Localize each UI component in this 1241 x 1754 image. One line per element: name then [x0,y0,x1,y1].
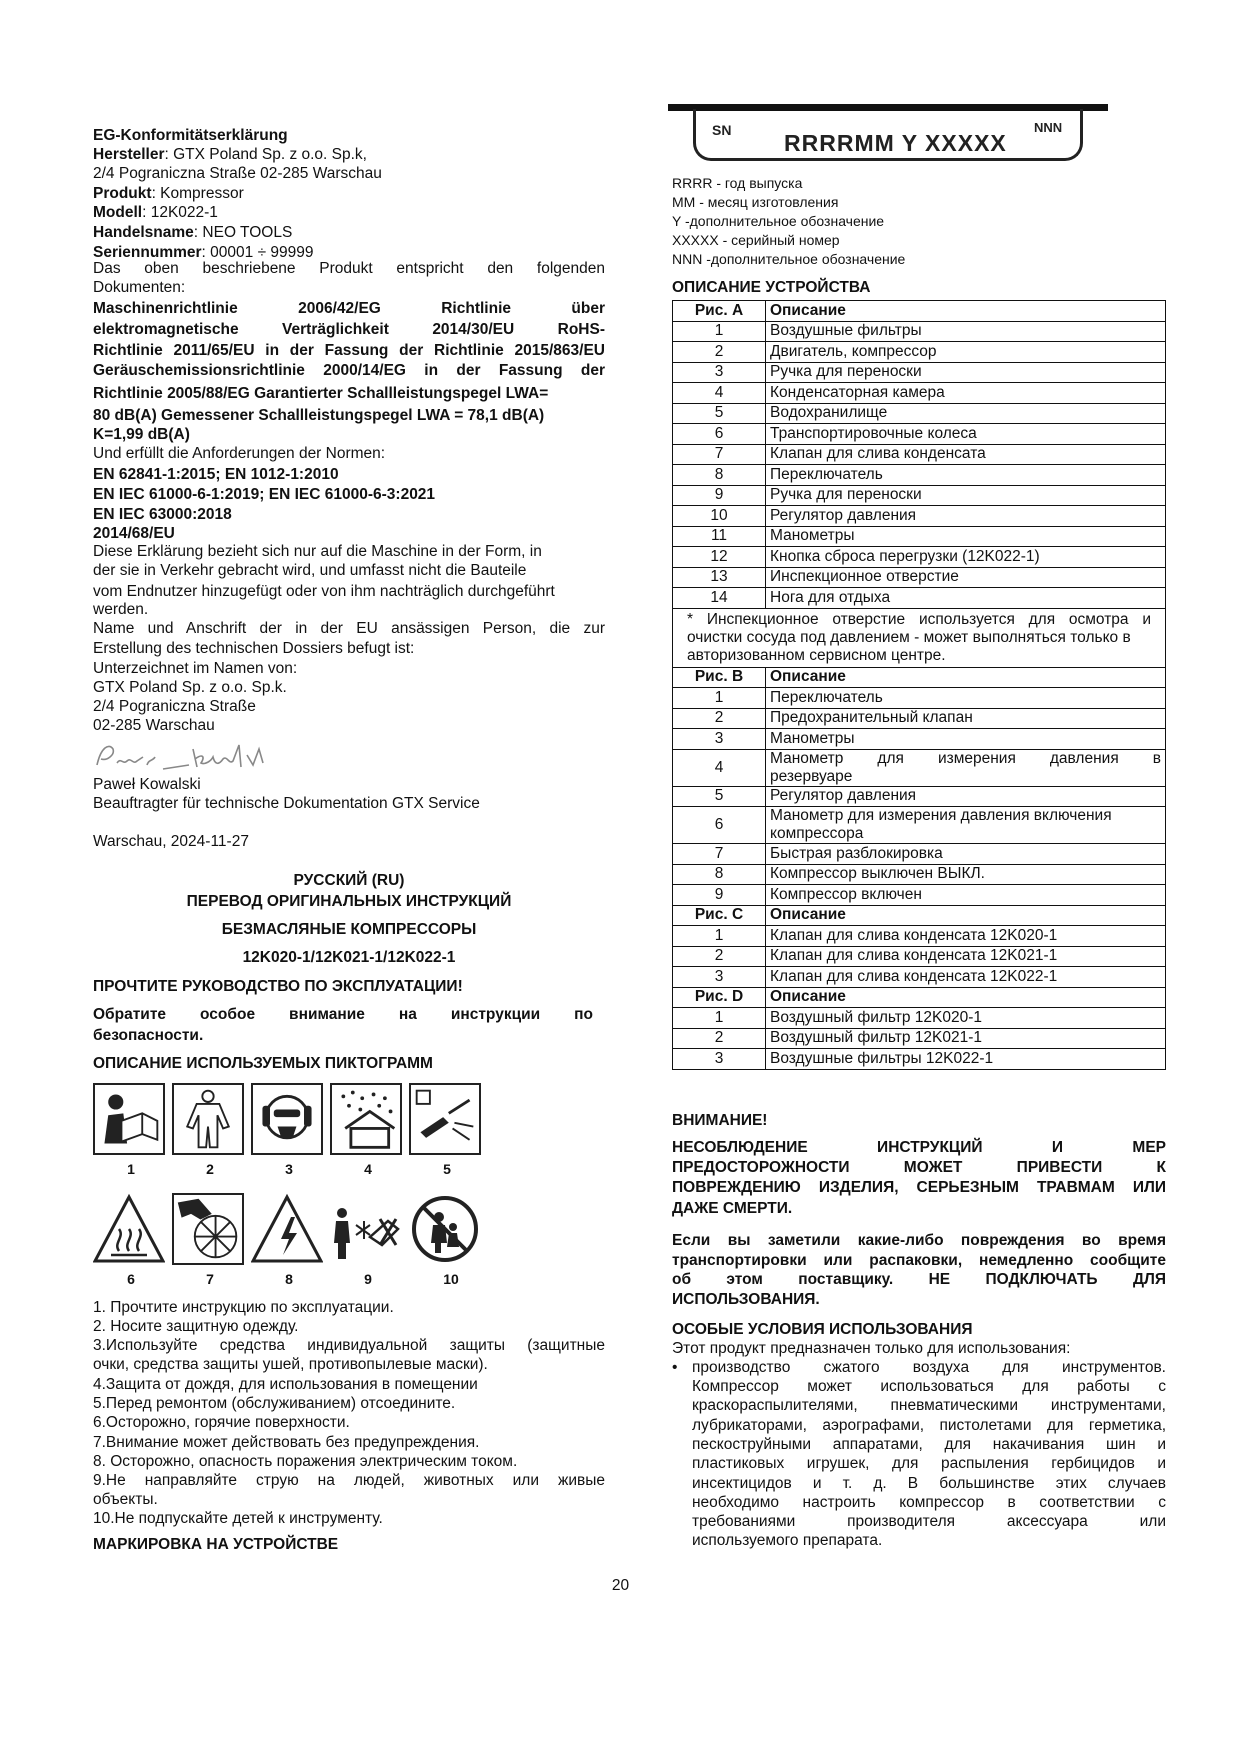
special-heading: ОСОБЫЕ УСЛОВИЯ ИСПОЛЬЗОВАНИЯ [672,1321,973,1338]
table-row: 7 Клапан для слива конденсата [673,444,1166,465]
table-row: 10 Регулятор давления [673,506,1166,527]
label-nnn: NNN [1034,120,1063,135]
legend-item: 8. Осторожно, опасность поражения электрическим током. [93,1453,518,1470]
ppe-icon [251,1083,323,1155]
read-manual-heading: ПРОЧТИТЕ РУКОВОДСТВО ПО ЭКСПЛУАТАЦИИ! [93,978,463,995]
code-legend: Y -дополнительное обозначение [672,213,885,229]
list-item: лубрикаторами, аэрографами, пистолетами для герметика, [692,1417,1166,1434]
person-line: Name und Anschrift der in der EU ansässigen Person, die zur [93,620,605,637]
legend-item: 9.Не направляйте струю на людей, животных или живые [93,1472,605,1489]
legend-item: 4.Защита от дождя, для использования в помещении [93,1376,478,1393]
figure-label: Рис. C [673,905,766,926]
attention-line: безопасности. [93,1027,204,1044]
signed-line: 02-285 Warschau [93,717,215,734]
legend-item: 3.Используйте средства индивидуальной защиты (защитные [93,1337,605,1354]
trade-name-line: Handelsname: NEO TOOLS [93,224,293,241]
scope-line: werden. [93,601,149,618]
table-row: 3 Воздушные фильтры 12K022-1 [673,1049,1166,1070]
figure-label: Рис. A [673,301,766,322]
list-item: требованиями производителя аксессуара или [692,1513,1166,1530]
signer-role: Beauftragter für technische Dokumentation GTX Service [93,795,480,812]
warning-line: ДАЖЕ СМЕРТИ. [672,1200,793,1217]
table-row: 7 Быстрая разблокировка [673,844,1166,865]
list-item: Компрессор может использоваться для работы с [692,1378,1166,1395]
legend-item: 6.Осторожно, горячие поверхности. [93,1414,350,1431]
serial-label-image [668,104,1108,166]
legend-item: 10.Не подпускайте детей к инструменту. [93,1510,383,1527]
table-row: 8 Переключатель [673,465,1166,486]
directive-line: Maschinenrichtlinie 2006/42/EG Richtlinie über [93,300,605,317]
directive-line: Richtlinie 2011/65/EU in der Fassung der Richtlinie 2015/863/EU [93,342,605,359]
pictogram-number: 8 [285,1271,293,1287]
warning-line: ПОВРЕЖДЕНИЮ ИЗДЕЛИЯ, СЕРЬЕЗНЫМ ТРАВМАМ ИЛИ [672,1179,1166,1196]
product-line: Produkt: Kompressor [93,185,244,202]
warning-line: ПРЕДОСТОРОЖНОСТИ МОЖЕТ ПРИВЕСТИ К [672,1159,1166,1176]
table-row: 14 Нога для отдыха [673,588,1166,609]
norm-line: EN IEC 61000-6-1:2019; EN IEC 61000-6-3:2021 [93,486,436,503]
declaration-title: EG-Konformitätserklärung [93,127,288,144]
table-header-row [673,301,1166,322]
table-header-row [673,987,1166,1008]
intro-line: Dokumenten: [93,279,186,296]
read-manual-icon [93,1083,165,1155]
directive-line: K=1,99 dB(A) [93,426,190,443]
signed-line: Unterzeichnet im Namen von: [93,660,298,677]
table-row: 3 Клапан для слива конденсата 12K022-1 [673,967,1166,988]
table-header-row [673,667,1166,688]
code-legend: RRRR - год выпуска [672,175,803,191]
list-item: необходимо настроить компрессор в соответствии с [692,1494,1166,1511]
table-row: 1 Воздушный фильтр 12K020-1 [673,1008,1166,1029]
manufacturer-address: 2/4 Pograniczna Straße 02-285 Warschau [93,165,382,182]
table-row: 6 Транспортировочные колеса [673,424,1166,445]
table-row: 8 Компрессор выключен ВЫКЛ. [673,864,1166,885]
directive-line: 80 dB(A) Gemessener Schallleistungspegel LWA = 78,1 dB(A) [93,407,545,424]
table-row: 1 Переключатель [673,688,1166,709]
disconnect-icon [409,1083,481,1155]
place-date: Warschau, 2024-11-27 [93,833,249,850]
person-line: Erstellung des technischen Dossiers befugt ist: [93,640,415,657]
damage-line: транспортировки или распаковки, немедленно сообщите [672,1252,1166,1269]
label-sn: SN [712,122,732,138]
marking-heading: МАРКИРОВКА НА УСТРОЙСТВЕ [93,1536,339,1553]
table-note-row [673,608,1166,667]
description-header: Описание [766,667,1166,688]
table-header-row [673,905,1166,926]
table-row: 2 Воздушный фильтр 12K021-1 [673,1028,1166,1049]
rain-indoor-icon [330,1083,402,1155]
table-row: 5 Регулятор давления [673,786,1166,807]
directive-line: elektromagnetische Verträglichkeit 2014/30/EU RoHS- [93,321,605,338]
warning-heading: ВНИМАНИЕ! [672,1112,768,1129]
damage-line: ИСПОЛЬЗОВАНИЯ. [672,1291,820,1308]
scope-line: der sie in Verkehr gebracht wird, und umfasst nicht die Bauteile [93,562,527,579]
table-row: 9 Компрессор включен [673,885,1166,906]
list-item: производство сжатого воздуха для инструментов. [692,1359,1166,1376]
signed-line: 2/4 Pograniczna Straße [93,698,256,715]
code-legend: XXXXX - серийный номер [672,232,840,248]
bullet-icon: • [672,1359,678,1376]
table-row: 1 Клапан для слива конденсата 12K020-1 [673,926,1166,947]
table-row: 2 Двигатель, компрессор [673,342,1166,363]
table-row: 3 Ручка для переноски [673,362,1166,383]
signed-line: GTX Poland Sp. z o.o. Sp.k. [93,679,287,696]
table-row: 6 Манометр для измерения давления включения компрессора [673,807,1166,844]
table-row: 12 Кнопка сброса перегрузки (12K022-1) [673,547,1166,568]
pictogram-number: 9 [364,1271,372,1287]
protective-clothing-icon [172,1083,244,1155]
legend-item: очки, средства защиты ушей, противопылевые маски). [93,1356,488,1373]
list-item: пластиковых игрушек, для распыления гербицидов и [692,1455,1166,1472]
pictogram-number: 1 [127,1161,135,1177]
norm-line: 2014/68/EU [93,525,175,542]
hot-surface-icon [93,1193,165,1265]
pictogram-heading: ОПИСАНИЕ ИСПОЛЬЗУЕМЫХ ПИКТОГРАММ [93,1055,433,1072]
legend-item: 2. Носите защитную одежду. [93,1318,299,1335]
warning-line: НЕСОБЛЮДЕНИЕ ИНСТРУКЦИЙ И МЕР [672,1139,1166,1156]
legend-item: 1. Прочтите инструкцию по эксплуатации. [93,1299,394,1316]
label-code: RRRRMM Y XXXXX [784,130,1007,156]
table-row: 11 Манометры [673,526,1166,547]
special-intro: Этот продукт предназначен только для использования: [672,1340,1071,1357]
pictogram-number: 6 [127,1271,135,1287]
pictogram-number: 10 [443,1271,459,1287]
device-parts-table [672,300,1166,1070]
pictogram-number: 5 [443,1161,451,1177]
signature-image [93,735,283,777]
table-row: 4 Конденсаторная камера [673,383,1166,404]
table-row: 5 Водохранилище [673,403,1166,424]
legend-item: 5.Перед ремонтом (обслуживанием) отсоедините. [93,1395,456,1412]
serial-line: Seriennummer: 00001 ÷ 99999 [93,244,314,261]
table-row: 9 Ручка для переноски [673,485,1166,506]
code-legend: MM - месяц изготовления [672,194,839,210]
damage-line: об этом поставщику. НЕ ПОДКЛЮЧАТЬ ДЛЯ [672,1271,1166,1288]
attention-line: Обратите особое внимание на инструкции по [93,1006,593,1023]
figure-label: Рис. D [673,987,766,1008]
damage-line: Если вы заметили какие-либо повреждения во время [672,1232,1166,1249]
figure-label: Рис. B [673,667,766,688]
directive-line: Richtlinie 2005/88/EG Garantierter Schallleistungspegel LWA= [93,385,549,402]
keep-children-away-icon [409,1193,481,1265]
page-number: 20 [611,1577,630,1594]
manufacturer-line: Hersteller: GTX Poland Sp. z o.o. Sp.k, [93,146,367,163]
table-row: 13 Инспекционное отверстие [673,567,1166,588]
pictogram-number: 4 [364,1161,372,1177]
table-row: 3 Манометры [673,729,1166,750]
norm-line: EN 62841-1:2015; EN 1012-1:2010 [93,466,339,483]
pictogram-number: 7 [206,1271,214,1287]
table-row: 2 Клапан для слива конденсата 12K021-1 [673,946,1166,967]
inspection-note: * Инспекционное отверстие используется для осмотра и очистки сосуда под давлением - может выполняться только в авторизованном сервисном центре. [673,608,1166,667]
legend-item: объекты. [93,1491,158,1508]
language-heading: РУССКИЙ (RU) [293,872,405,889]
models-heading: 12K020-1/12K021-1/12K022-1 [242,949,456,966]
pictogram-number: 3 [285,1161,293,1177]
no-spray-at-people-icon [330,1193,402,1265]
device-heading: ОПИСАНИЕ УСТРОЙСТВА [672,279,871,296]
table-row: 1 Воздушные фильтры [673,321,1166,342]
directive-line: Geräuschemissionsrichtlinie 2000/14/EG in der Fassung der [93,362,605,379]
signer-name: Paweł Kowalski [93,776,201,793]
list-item: краскораспылителями, пневматическими инструментами, [692,1397,1166,1414]
legend-item: 7.Внимание может действовать без предупреждения. [93,1434,480,1451]
description-header: Описание [766,987,1166,1008]
product-heading: БЕЗМАСЛЯНЫЕ КОМПРЕССОРЫ [221,921,477,938]
description-header: Описание [766,301,1166,322]
table-row: 4 Манометр для измерения давления в резервуаре [673,749,1166,786]
translation-heading: ПЕРЕВОД ОРИГИНАЛЬНЫХ ИНСТРУКЦИЙ [186,893,512,910]
list-item: используемого препарата. [692,1532,883,1549]
scope-line: vom Endnutzer hinzugefügt oder von ihm nachträglich durchgeführt [93,583,555,600]
pictogram-number: 2 [206,1161,214,1177]
norms-intro: Und erfüllt die Anforderungen der Normen: [93,445,386,462]
list-item: пескоструйными аппаратами, для накачивания шин и [692,1436,1166,1453]
intro-line: Das oben beschriebene Produkt entspricht den folgenden [93,260,605,277]
model-line: Modell: 12K022-1 [93,204,218,221]
scope-line: Diese Erklärung bezieht sich nur auf die Maschine in der Form, in [93,543,542,560]
table-row: 2 Предохранительный клапан [673,708,1166,729]
list-item: инсектицидов и т. д. В большинстве этих случаев [692,1475,1166,1492]
norm-line: EN IEC 63000:2018 [93,506,232,523]
description-header: Описание [766,905,1166,926]
electric-shock-icon [251,1193,323,1265]
code-legend: NNN -дополнительное обозначение [672,251,906,267]
auto-start-icon [172,1193,244,1265]
